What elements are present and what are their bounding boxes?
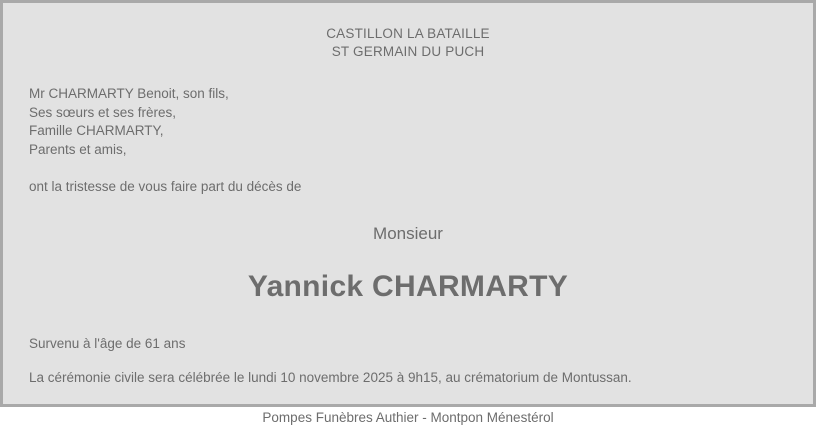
family-line-2: Ses sœurs et ses frères, [29, 104, 177, 120]
locations-block [29, 25, 787, 61]
family-line-4: Parents et amis, [29, 141, 127, 157]
age-text: Survenu à l'âge de 61 ans [29, 336, 186, 351]
announcement-text: ont la tristesse de vous faire part du décès de [29, 179, 302, 194]
deceased-name: Yannick CHARMARTY [247, 270, 569, 303]
family-line-1: Mr CHARMARTY Benoit, son fils, [29, 86, 229, 101]
location-line-1: CASTILLON LA BATAILLE [326, 26, 490, 41]
family-block [29, 85, 787, 159]
civility-text: Monsieur [373, 224, 443, 243]
funeral-home-text: Pompes Funèbres Authier - Montpon Ménestérol [262, 410, 554, 425]
location-line-2: ST GERMAIN DU PUCH [331, 44, 485, 59]
family-line-3: Famille CHARMARTY, [29, 123, 164, 138]
ceremony-text: La cérémonie civile sera célébrée le lundi 10 novembre 2025 à 9h15, au crématorium de Montussan. [29, 370, 632, 385]
